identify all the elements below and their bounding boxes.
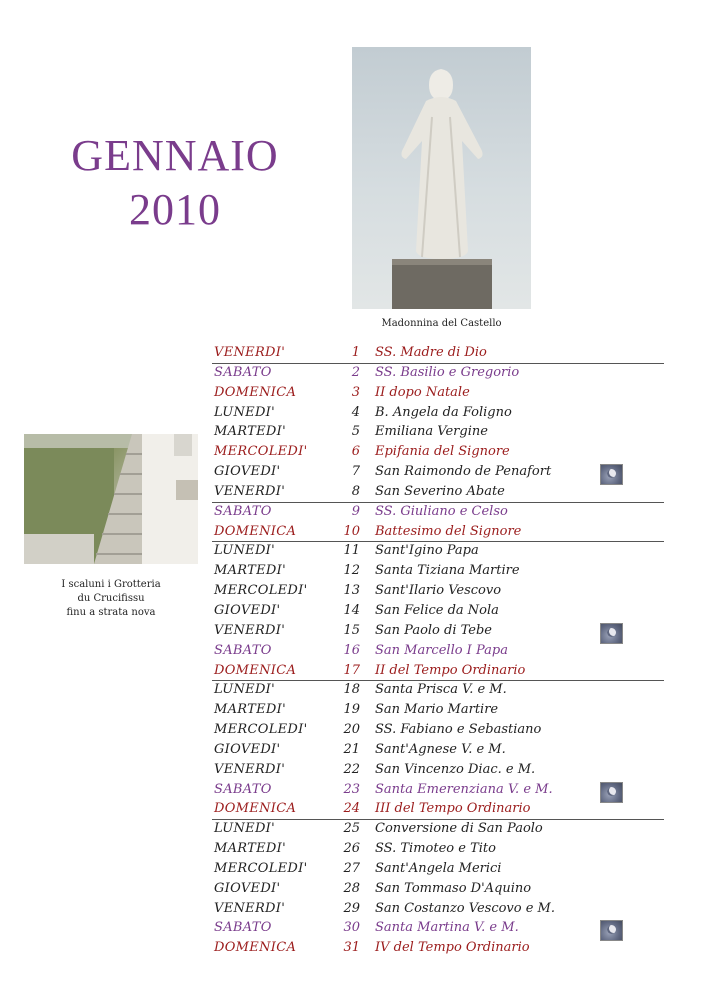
- day-number: 12: [343, 563, 360, 579]
- calendar-row: [212, 781, 664, 801]
- saint-name: Santa Prisca V. e M.: [375, 682, 507, 698]
- calendar-row: [212, 463, 664, 483]
- calendar-row: [212, 523, 664, 543]
- saint-name: Battesimo del Signore: [375, 523, 522, 539]
- day-name: VENERDI': [214, 483, 286, 499]
- day-number: 15: [343, 622, 360, 638]
- saint-name: San Raimondo de Penafort: [375, 464, 552, 480]
- saint-name: SS. Fabiano e Sebastiano: [375, 722, 542, 738]
- day-number: 10: [343, 523, 360, 539]
- calendar-row: [212, 443, 664, 463]
- saint-name: Santa Tiziana Martire: [375, 563, 520, 579]
- day-number: 25: [343, 821, 360, 837]
- day-number: 28: [343, 880, 360, 896]
- day-name: SABATO: [214, 642, 272, 658]
- month-title: GENNAIO: [71, 131, 279, 180]
- day-number: 9: [351, 503, 360, 519]
- moon-phase-icon: [600, 920, 623, 941]
- calendar-row: [212, 900, 664, 920]
- calendar-row: [212, 642, 664, 662]
- statue-illustration: [352, 47, 531, 309]
- saint-name: IV del Tempo Ordinario: [375, 940, 530, 956]
- day-name: MARTEDI': [214, 702, 286, 718]
- day-number: 30: [343, 920, 360, 936]
- calendar-row: [212, 701, 664, 721]
- day-number: 31: [343, 940, 360, 956]
- day-number: 22: [343, 761, 360, 777]
- stairs-caption: [24, 578, 198, 620]
- day-number: 3: [351, 384, 360, 400]
- day-name: MARTEDI': [214, 424, 286, 440]
- day-name: VENERDI': [214, 345, 286, 360]
- day-name: MERCOLEDI': [214, 860, 308, 876]
- day-name: GIOVEDI': [214, 602, 281, 618]
- statue-caption: Madonnina del Castello: [381, 318, 502, 329]
- stairs-illustration: [24, 434, 198, 564]
- day-name: LUNEDI': [214, 682, 275, 698]
- day-number: 18: [343, 682, 360, 698]
- day-name: SABATO: [214, 503, 272, 519]
- saint-name: SS. Basilio e Gregorio: [375, 364, 520, 380]
- day-name: DOMENICA: [214, 384, 297, 400]
- calendar-row: [212, 820, 664, 840]
- stairs-photo: [24, 434, 198, 564]
- saint-name: B. Angela da Foligno: [375, 404, 512, 420]
- moon-phase-icon: [600, 464, 623, 485]
- calendar-row: [212, 800, 664, 820]
- saint-name: Emiliana Vergine: [375, 424, 488, 440]
- day-number: 21: [343, 741, 360, 757]
- day-number: 4: [351, 404, 360, 420]
- saint-name: SS. Giuliano e Celso: [375, 503, 508, 519]
- day-number: 24: [343, 801, 360, 817]
- saint-name: San Tommaso D'Aquino: [375, 880, 532, 896]
- year-title: 2010: [129, 185, 221, 234]
- calendar-row: [212, 364, 664, 384]
- saint-name: Sant'Agnese V. e M.: [375, 741, 506, 757]
- saint-name: San Costanzo Vescovo e M.: [375, 900, 556, 916]
- day-name: SABATO: [214, 920, 272, 936]
- calendar-row: [212, 344, 664, 364]
- day-number: 19: [343, 702, 360, 718]
- calendar-row: [212, 761, 664, 781]
- saint-name: Sant'Angela Merici: [375, 860, 502, 876]
- day-name: VENERDI': [214, 622, 286, 638]
- day-number: 17: [343, 662, 360, 678]
- day-number: 23: [343, 781, 360, 797]
- day-name: LUNEDI': [214, 821, 275, 837]
- stairs-caption-line-3: finu a strata nova: [66, 607, 156, 618]
- day-number: 2: [351, 364, 360, 380]
- saint-name: SS. Madre di Dio: [375, 345, 487, 360]
- saint-name: SS. Timoteo e Tito: [375, 841, 496, 857]
- calendar-row: [212, 483, 664, 503]
- calendar-row: [212, 860, 664, 880]
- saint-name: Santa Emerenziana V. e M.: [375, 781, 553, 797]
- day-name: LUNEDI': [214, 404, 275, 420]
- calendar-row: [212, 721, 664, 741]
- calendar-row: [212, 582, 664, 602]
- saint-name: San Vincenzo Diac. e M.: [375, 761, 536, 777]
- calendar-row: [212, 662, 664, 682]
- day-number: 7: [351, 464, 360, 480]
- saint-name: San Felice da Nola: [375, 602, 499, 618]
- day-number: 1: [351, 345, 360, 360]
- calendar-row: [212, 622, 664, 642]
- saint-name: II del Tempo Ordinario: [375, 662, 526, 678]
- moon-phase-icon: [600, 623, 623, 644]
- day-name: LUNEDI': [214, 543, 275, 559]
- saint-name: San Severino Abate: [375, 483, 505, 499]
- saint-name: Santa Martina V. e M.: [375, 920, 519, 936]
- saint-name: Conversione di San Paolo: [375, 821, 543, 837]
- day-number: 6: [351, 444, 360, 460]
- stairs-caption-line-1: I scaluni i Grotteria: [61, 579, 161, 590]
- moon-phase-icon: [600, 782, 623, 803]
- day-number: 16: [343, 642, 360, 658]
- day-name: DOMENICA: [214, 662, 297, 678]
- calendar-row: [212, 880, 664, 900]
- saint-name: Sant'Igino Papa: [375, 543, 479, 559]
- saint-name: Epifania del Signore: [375, 444, 510, 460]
- day-name: MARTEDI': [214, 841, 286, 857]
- day-name: DOMENICA: [214, 523, 297, 539]
- calendar-row: [212, 384, 664, 404]
- calendar-row: [212, 404, 664, 424]
- day-name: GIOVEDI': [214, 880, 281, 896]
- day-name: SABATO: [214, 364, 272, 380]
- calendar-row: [212, 542, 664, 562]
- saint-name: II dopo Natale: [375, 384, 470, 400]
- saint-name: San Mario Martire: [375, 702, 499, 718]
- day-number: 11: [343, 543, 360, 559]
- day-number: 26: [343, 841, 360, 857]
- day-name: MARTEDI': [214, 563, 286, 579]
- calendar-row: [212, 681, 664, 701]
- saint-name: San Paolo di Tebe: [375, 622, 492, 638]
- day-name: GIOVEDI': [214, 464, 281, 480]
- calendar-row: [212, 741, 664, 761]
- day-number: 14: [343, 602, 360, 618]
- day-name: MERCOLEDI': [214, 583, 308, 599]
- calendar-table: [212, 344, 664, 959]
- statue-photo: [352, 47, 531, 309]
- calendar-row: [212, 423, 664, 443]
- day-name: VENERDI': [214, 761, 286, 777]
- day-number: 13: [343, 583, 360, 599]
- calendar-row: [212, 602, 664, 622]
- day-number: 5: [351, 424, 360, 440]
- calendar-row: [212, 939, 664, 959]
- day-name: SABATO: [214, 781, 272, 797]
- day-number: 27: [343, 860, 360, 876]
- stairs-caption-line-2: du Crucifissu: [77, 593, 145, 604]
- day-name: DOMENICA: [214, 940, 297, 956]
- day-name: VENERDI': [214, 900, 286, 916]
- day-name: GIOVEDI': [214, 741, 281, 757]
- day-number: 29: [343, 900, 360, 916]
- day-number: 8: [351, 483, 360, 499]
- calendar-row: [212, 562, 664, 582]
- day-number: 20: [343, 722, 360, 738]
- calendar-row: [212, 919, 664, 939]
- day-name: MERCOLEDI': [214, 444, 308, 460]
- saint-name: III del Tempo Ordinario: [375, 801, 531, 817]
- saint-name: San Marcello I Papa: [375, 642, 508, 658]
- day-name: MERCOLEDI': [214, 722, 308, 738]
- calendar-row: [212, 840, 664, 860]
- calendar-row: [212, 503, 664, 523]
- day-name: DOMENICA: [214, 801, 297, 817]
- saint-name: Sant'Ilario Vescovo: [375, 583, 502, 599]
